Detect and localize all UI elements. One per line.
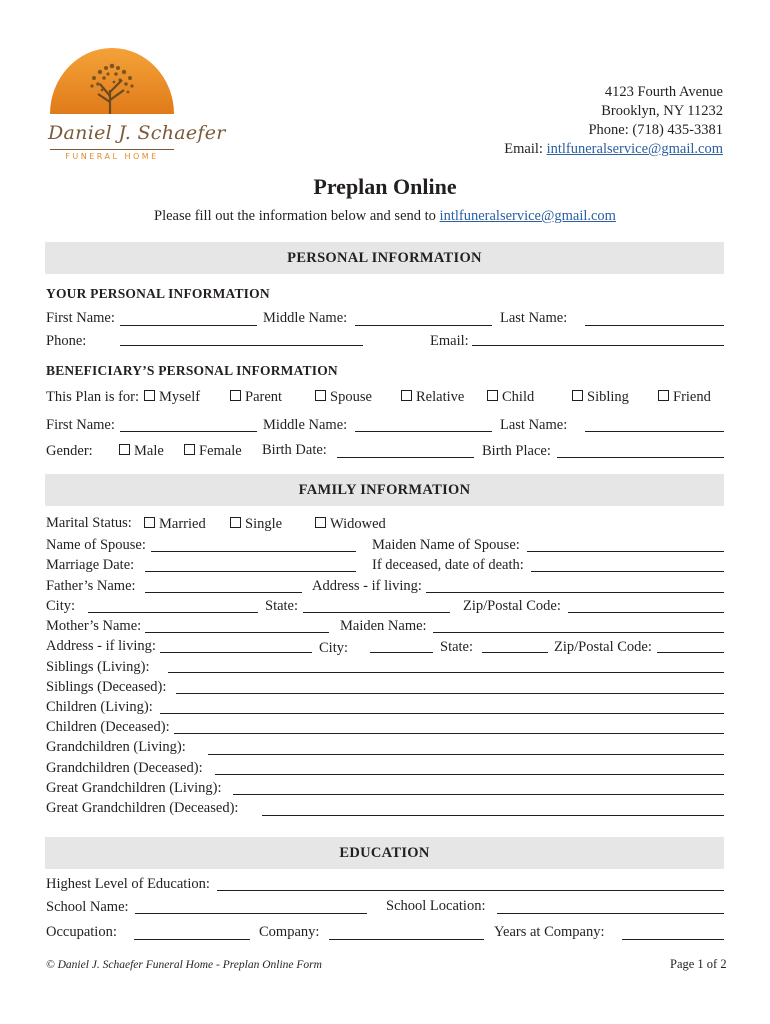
mother-zip-field[interactable] — [657, 652, 724, 653]
address-city: Brooklyn, NY 11232 — [601, 103, 723, 119]
section-title: PERSONAL INFORMATION — [287, 250, 482, 266]
grandchildren-living-field[interactable] — [208, 754, 724, 755]
contact-address — [504, 83, 723, 159]
date-of-death-field[interactable] — [531, 571, 724, 572]
checkbox-spouse[interactable] — [315, 390, 326, 401]
option-female: Female — [199, 443, 242, 459]
school-name-label: School Name: — [46, 899, 129, 915]
fathers-name-field[interactable] — [145, 592, 302, 593]
last-name-field[interactable] — [585, 325, 724, 326]
funeral-home-logo — [44, 44, 226, 166]
first-name-field[interactable] — [120, 325, 257, 326]
father-address-field[interactable] — [426, 592, 724, 593]
page-title: Preplan Online — [313, 174, 457, 199]
marriage-date-field[interactable] — [145, 571, 356, 572]
fathers-name-label: Father’s Name: — [46, 578, 136, 594]
footer-copyright: © Daniel J. Schaefer Funeral Home - Preplan Online Form — [46, 959, 322, 971]
city-field[interactable] — [88, 612, 258, 613]
spouse-name-field[interactable] — [151, 551, 356, 552]
mothers-name-label: Mother’s Name: — [46, 618, 142, 634]
option-myself: Myself — [159, 389, 201, 405]
phone-field[interactable] — [120, 345, 363, 346]
logo-script-name: Daniel J. Schaefer — [48, 122, 226, 144]
grandchildren-deceased-label: Grandchildren (Deceased): — [46, 760, 203, 776]
option-spouse: Spouse — [330, 389, 372, 405]
checkbox-male[interactable] — [119, 444, 130, 455]
state-label: State: — [265, 598, 299, 614]
ben-last-name-label: Last Name: — [500, 417, 568, 433]
middle-name-field[interactable] — [355, 325, 492, 326]
phone-label: Phone: — [46, 333, 87, 349]
city-label: City: — [46, 598, 76, 614]
footer-page-number: Page 1 of 2 — [670, 957, 727, 971]
spouse-name-label: Name of Spouse: — [46, 537, 146, 553]
grandchildren-living-label: Grandchildren (Living): — [46, 739, 186, 755]
option-child: Child — [502, 389, 535, 405]
marital-status-label: Marital Status: — [46, 515, 132, 531]
date-of-death-label: If deceased, date of death: — [372, 557, 524, 573]
middle-name-label: Middle Name: — [263, 310, 348, 326]
gender-label: Gender: — [46, 443, 93, 459]
section-title: FAMILY INFORMATION — [298, 482, 471, 498]
section-personal-information — [45, 242, 724, 274]
intro-label: Please fill out the information below and send to — [154, 208, 440, 224]
birth-place-field[interactable] — [557, 457, 724, 458]
zip-label: Zip/Postal Code: — [463, 598, 561, 614]
mother-maiden-label: Maiden Name: — [340, 618, 427, 634]
checkbox-parent[interactable] — [230, 390, 241, 401]
mothers-name-field[interactable] — [145, 632, 329, 633]
children-living-label: Children (Living): — [46, 699, 153, 715]
birth-date-label: Birth Date: — [262, 442, 327, 458]
great-grandchildren-living-label: Great Grandchildren (Living): — [46, 780, 222, 796]
intro-email-link[interactable]: intlfuneralservice@gmail.com — [439, 208, 616, 224]
email-label: Email: — [504, 141, 547, 157]
zip-field[interactable] — [568, 612, 724, 613]
option-married: Married — [159, 516, 206, 532]
children-deceased-label: Children (Deceased): — [46, 719, 170, 735]
siblings-deceased-label: Siblings (Deceased): — [46, 679, 167, 695]
checkbox-relative[interactable] — [401, 390, 412, 401]
checkbox-female[interactable] — [184, 444, 195, 455]
highest-education-label: Highest Level of Education: — [46, 876, 210, 892]
section-title: EDUCATION — [339, 845, 430, 861]
checkbox-child[interactable] — [487, 390, 498, 401]
years-at-company-field[interactable] — [622, 939, 724, 940]
birth-place-label: Birth Place: — [482, 443, 551, 459]
ben-middle-name-field[interactable] — [355, 431, 492, 432]
ben-middle-name-label: Middle Name: — [263, 417, 348, 433]
state-field[interactable] — [303, 612, 450, 613]
logo-subtitle: FUNERAL HOME — [65, 152, 159, 161]
occupation-field[interactable] — [134, 939, 250, 940]
father-address-label: Address - if living: — [312, 578, 422, 594]
children-deceased-field[interactable] — [174, 733, 724, 734]
sun-tree-icon — [44, 44, 180, 166]
marriage-date-label: Marriage Date: — [46, 557, 135, 573]
great-grandchildren-deceased-label: Great Grandchildren (Deceased): — [46, 800, 239, 816]
checkbox-sibling[interactable] — [572, 390, 583, 401]
option-parent: Parent — [245, 389, 283, 405]
option-widowed: Widowed — [330, 516, 386, 532]
siblings-living-label: Siblings (Living): — [46, 659, 150, 675]
section-education — [45, 837, 724, 869]
beneficiary-heading: BENEFICIARY’S PERSONAL INFORMATION — [46, 363, 338, 378]
checkbox-widowed[interactable] — [315, 517, 326, 528]
mother-state-label: State: — [440, 639, 474, 655]
school-name-field[interactable] — [135, 913, 367, 914]
address-street: 4123 Fourth Avenue — [604, 84, 723, 100]
checkbox-friend[interactable] — [658, 390, 669, 401]
checkbox-myself[interactable] — [144, 390, 155, 401]
plan-for-label: This Plan is for: — [46, 389, 140, 405]
section-family-information — [45, 474, 724, 506]
company-label: Company: — [259, 924, 320, 940]
children-living-field[interactable] — [160, 713, 724, 714]
highest-education-field[interactable] — [217, 890, 724, 891]
checkbox-married[interactable] — [144, 517, 155, 528]
address-email-link[interactable]: intlfuneralservice@gmail.com — [546, 141, 723, 157]
spouse-maiden-label: Maiden Name of Spouse: — [372, 537, 520, 553]
address-email-row — [504, 140, 723, 159]
great-grandchildren-deceased-field[interactable] — [262, 815, 724, 816]
school-location-field[interactable] — [497, 913, 724, 914]
grandchildren-deceased-field[interactable] — [215, 774, 724, 775]
address-phone: Phone: (718) 435-3381 — [588, 122, 723, 138]
option-relative: Relative — [416, 389, 465, 405]
mother-state-field[interactable] — [482, 652, 548, 653]
great-grandchildren-living-field[interactable] — [233, 794, 724, 795]
mother-city-label: City: — [319, 640, 349, 656]
years-at-company-label: Years at Company: — [494, 924, 605, 940]
mother-maiden-field[interactable] — [433, 632, 724, 633]
intro-text — [0, 208, 770, 225]
company-field[interactable] — [329, 939, 484, 940]
last-name-label: Last Name: — [500, 310, 568, 326]
mother-address-label: Address - if living: — [46, 638, 156, 654]
email-label: Email: — [430, 333, 469, 349]
school-location-label: School Location: — [386, 898, 486, 914]
your-info-heading: YOUR PERSONAL INFORMATION — [46, 286, 270, 301]
option-single: Single — [245, 516, 283, 532]
option-sibling: Sibling — [587, 389, 629, 405]
ben-last-name-field[interactable] — [585, 431, 724, 432]
siblings-living-field[interactable] — [168, 672, 724, 673]
mother-zip-label: Zip/Postal Code: — [554, 639, 652, 655]
option-friend: Friend — [673, 389, 711, 405]
first-name-label: First Name: — [46, 310, 115, 326]
email-field[interactable] — [472, 345, 724, 346]
mother-city-field[interactable] — [370, 652, 433, 653]
option-male: Male — [134, 443, 164, 459]
spouse-maiden-field[interactable] — [527, 551, 724, 552]
ben-first-name-field[interactable] — [120, 431, 257, 432]
occupation-label: Occupation: — [46, 924, 117, 940]
siblings-deceased-field[interactable] — [176, 693, 724, 694]
birth-date-field[interactable] — [337, 457, 474, 458]
checkbox-single[interactable] — [230, 517, 241, 528]
ben-first-name-label: First Name: — [46, 417, 115, 433]
logo-divider — [50, 149, 174, 150]
mother-address-field[interactable] — [160, 652, 312, 653]
